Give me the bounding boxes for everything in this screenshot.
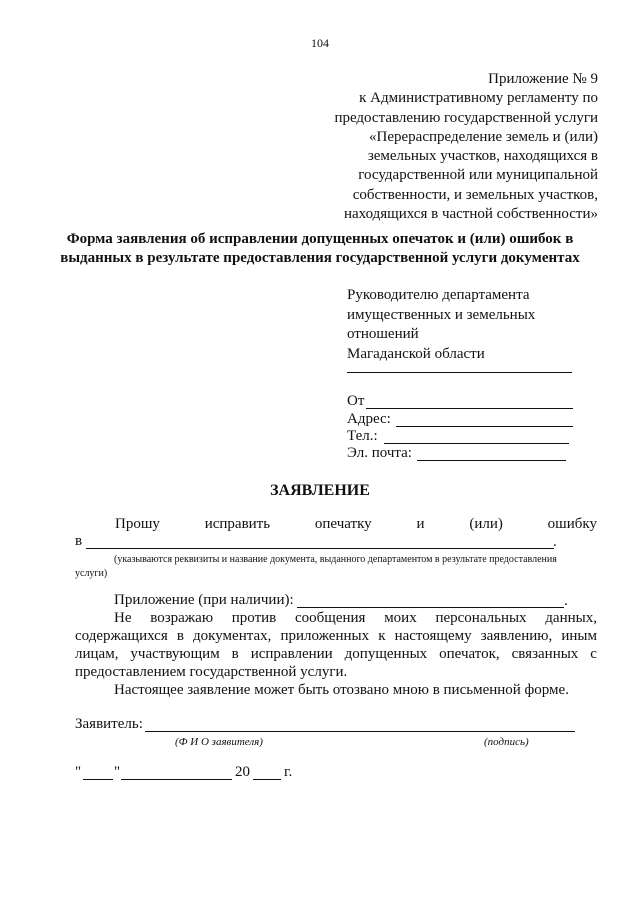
consent-word: допущенных <box>344 646 428 662</box>
consent-word: документах, <box>193 628 272 644</box>
consent-word: возражаю <box>150 610 214 626</box>
consent-line <box>114 610 597 627</box>
appendix-line: находящихся в частной собственности» <box>343 206 598 223</box>
year-suffix: г. <box>284 764 293 780</box>
request-word: (или) <box>469 516 503 532</box>
consent-word: иным <box>561 628 597 644</box>
in-label: в <box>75 533 83 549</box>
date-quote-open: " <box>75 764 82 780</box>
appendix-line: к Административному регламенту по <box>359 90 598 107</box>
email-label: Эл. почта: <box>347 445 412 461</box>
email-field[interactable] <box>417 460 566 461</box>
revocation-text: Настоящее заявление может быть отозвано мною в письменной форме. <box>114 682 569 698</box>
consent-word: лицам, <box>75 646 119 662</box>
request-line <box>115 516 597 533</box>
page-number: 104 <box>311 36 329 50</box>
applicant-label: Заявитель: <box>75 716 143 732</box>
consent-word: исправлении <box>250 646 333 662</box>
year-prefix: 20 <box>235 764 250 780</box>
phone-label: Тел.: <box>347 428 378 444</box>
consent-line: предоставлением государственной услуги. <box>75 664 348 680</box>
applicant-signature-field[interactable] <box>145 731 575 732</box>
appendix-line: «Перераспределение земель и (или) <box>369 128 598 145</box>
period-mark: . <box>553 534 557 550</box>
consent-word: связанных <box>511 646 579 662</box>
consent-word: приложенных <box>280 628 370 644</box>
addressee-block <box>347 286 535 364</box>
document-details-field[interactable] <box>86 548 554 549</box>
addressee-blank-line[interactable] <box>347 372 572 373</box>
consent-line <box>75 646 597 663</box>
consent-word: настоящему <box>394 628 472 644</box>
form-title <box>0 230 640 268</box>
consent-word: Не <box>114 610 132 626</box>
consent-word: к <box>378 628 386 644</box>
fio-caption: (Ф И О заявителя) <box>175 736 263 748</box>
date-quote-close: " <box>114 764 121 780</box>
addressee-line: отношений <box>347 326 419 342</box>
consent-word: сообщения <box>295 610 366 626</box>
signature-caption: (подпись) <box>484 736 529 748</box>
address-field[interactable] <box>396 426 573 427</box>
addressee-line: имущественных и земельных <box>347 306 536 323</box>
request-word: Прошу <box>115 516 160 532</box>
addressee-line: Магаданской области <box>347 345 485 362</box>
address-label: Адрес: <box>347 411 391 427</box>
consent-word: моих <box>384 610 417 626</box>
document-note: (указываются реквизиты и название документа, выданного департаментом в результате предоставления <box>114 554 557 565</box>
appendix-block <box>334 70 598 224</box>
addressee-line: Руководителю департамента <box>347 287 530 303</box>
appendix-line: земельных участков, находящихся в <box>367 148 598 165</box>
consent-word: персональных <box>435 610 527 626</box>
period-mark: . <box>564 593 568 609</box>
request-word: исправить <box>204 516 271 532</box>
consent-word: против <box>231 610 277 626</box>
year-field[interactable] <box>253 779 281 780</box>
consent-word: с <box>590 646 597 662</box>
request-word: ошибку <box>547 516 597 532</box>
document-note: услуги) <box>75 568 108 579</box>
appendix-line: предоставлению государственной услуги <box>334 109 598 126</box>
consent-word: опечаток, <box>439 646 500 662</box>
consent-word: в <box>176 628 184 644</box>
consent-word: данных, <box>545 610 597 626</box>
consent-word: содержащихся <box>75 628 168 644</box>
from-label: От <box>347 393 365 409</box>
from-field[interactable] <box>366 408 573 409</box>
month-field[interactable] <box>121 779 232 780</box>
appendix-line: собственности, и земельных участков, <box>352 186 598 203</box>
consent-word: заявлению, <box>480 628 553 644</box>
statement-heading: ЗАЯВЛЕНИЕ <box>270 482 370 499</box>
consent-word: участвующим <box>130 646 220 662</box>
request-word: и <box>416 516 425 532</box>
appendix-line: государственной или муниципальной <box>358 167 598 184</box>
attachment-label: Приложение (при наличии): <box>114 592 294 608</box>
request-word: опечатку <box>314 516 372 532</box>
attachment-field[interactable] <box>297 607 564 608</box>
form-title-line: выданных в результате предоставления государственной услуги документах <box>60 250 580 266</box>
day-field[interactable] <box>83 779 113 780</box>
form-title-line: Форма заявления об исправлении допущенных опечаток и (или) ошибок в <box>66 231 574 247</box>
appendix-line: Приложение № 9 <box>488 71 598 87</box>
phone-field[interactable] <box>384 443 569 444</box>
consent-word: в <box>231 646 239 662</box>
consent-line <box>75 628 597 645</box>
